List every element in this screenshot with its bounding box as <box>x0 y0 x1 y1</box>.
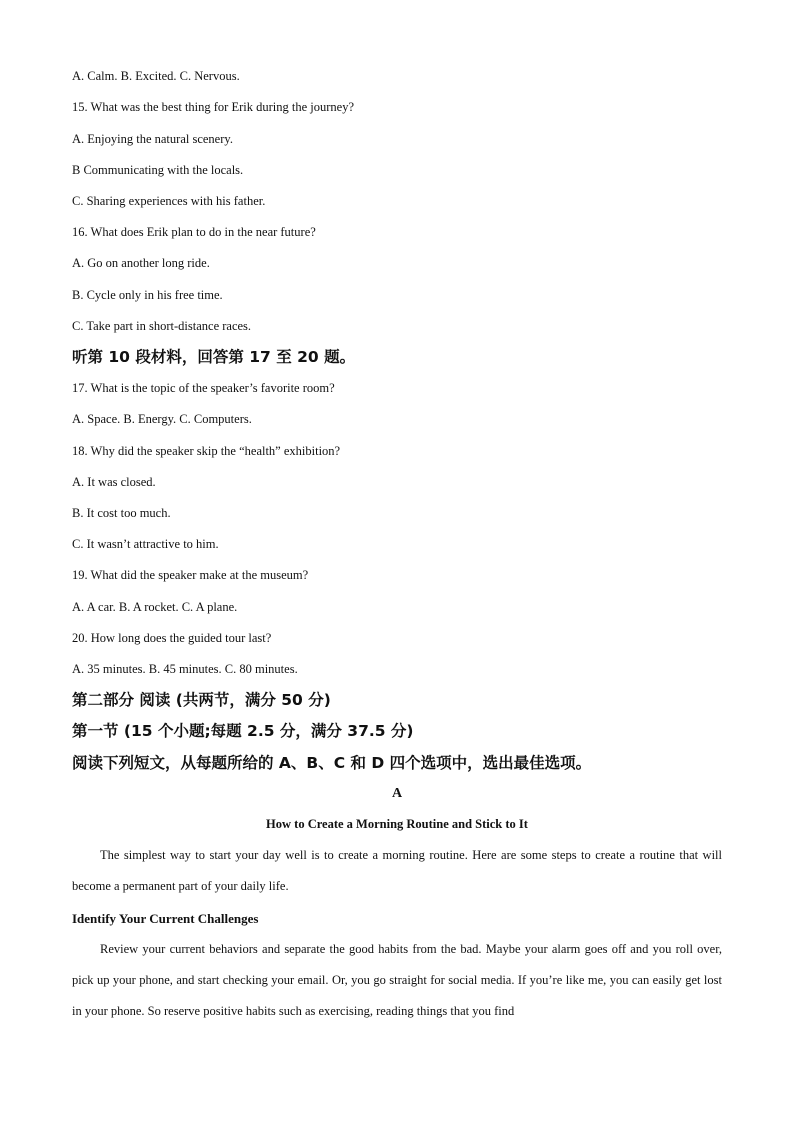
section1-heading: 第一节 (15 个小题;每题 2.5 分，满分 37.5 分) <box>72 722 414 740</box>
material-10-heading: 听第 10 段材料，回答第 17 至 20 题。 <box>72 348 356 366</box>
question-15: 15. What was the best thing for Erik during the journey? <box>72 100 354 114</box>
passage-title: How to Create a Morning Routine and Stick to It <box>266 817 528 831</box>
answer-options-q14: A. Calm. B. Excited. C. Nervous. <box>72 69 240 83</box>
option-16b: B. Cycle only in his free time. <box>72 288 223 302</box>
option-16a: A. Go on another long ride. <box>72 256 210 270</box>
passage-body: Review your current behaviors and separate the good habits from the bad. Maybe your alarm goes off and you roll over, pick up your phone, and start checking your email. Or, you go straight for social media. If you’re like me, you can easily get lost in your phone. So reserve positive habits such as exercising, reading things that you find <box>72 942 722 1018</box>
question-16: 16. What does Erik plan to do in the near future? <box>72 225 316 239</box>
option-15a: A. Enjoying the natural scenery. <box>72 132 233 146</box>
part2-heading: 第二部分 阅读 (共两节，满分 50 分) <box>72 691 331 709</box>
options-17: A. Space. B. Energy. C. Computers. <box>72 412 252 426</box>
option-15c: C. Sharing experiences with his father. <box>72 194 266 208</box>
passage-letter: A <box>391 786 403 801</box>
options-19: A. A car. B. A rocket. C. A plane. <box>72 600 238 614</box>
passage-subheading: Identify Your Current Challenges <box>72 911 259 926</box>
option-16c: C. Take part in short-distance races. <box>72 319 252 333</box>
question-19: 19. What did the speaker make at the museum? <box>72 568 309 582</box>
passage-intro: The simplest way to start your day well is to create a morning routine. Here are some steps to create a routine that will become a permanent part of your daily life. <box>72 848 722 893</box>
reading-instruction: 阅读下列短文，从每题所给的 A、B、C 和 D 四个选项中，选出最佳选项。 <box>72 754 592 772</box>
question-18: 18. Why did the speaker skip the “health” exhibition? <box>72 444 341 458</box>
question-17: 17. What is the topic of the speaker’s favorite room? <box>72 381 335 395</box>
option-18a: A. It was closed. <box>72 475 156 489</box>
options-20: A. 35 minutes. B. 45 minutes. C. 80 minutes. <box>72 662 298 676</box>
question-20: 20. How long does the guided tour last? <box>72 631 272 645</box>
option-18b: B. It cost too much. <box>72 506 171 520</box>
option-18c: C. It wasn’t attractive to him. <box>72 537 219 551</box>
option-15b: B Communicating with the locals. <box>72 163 244 177</box>
